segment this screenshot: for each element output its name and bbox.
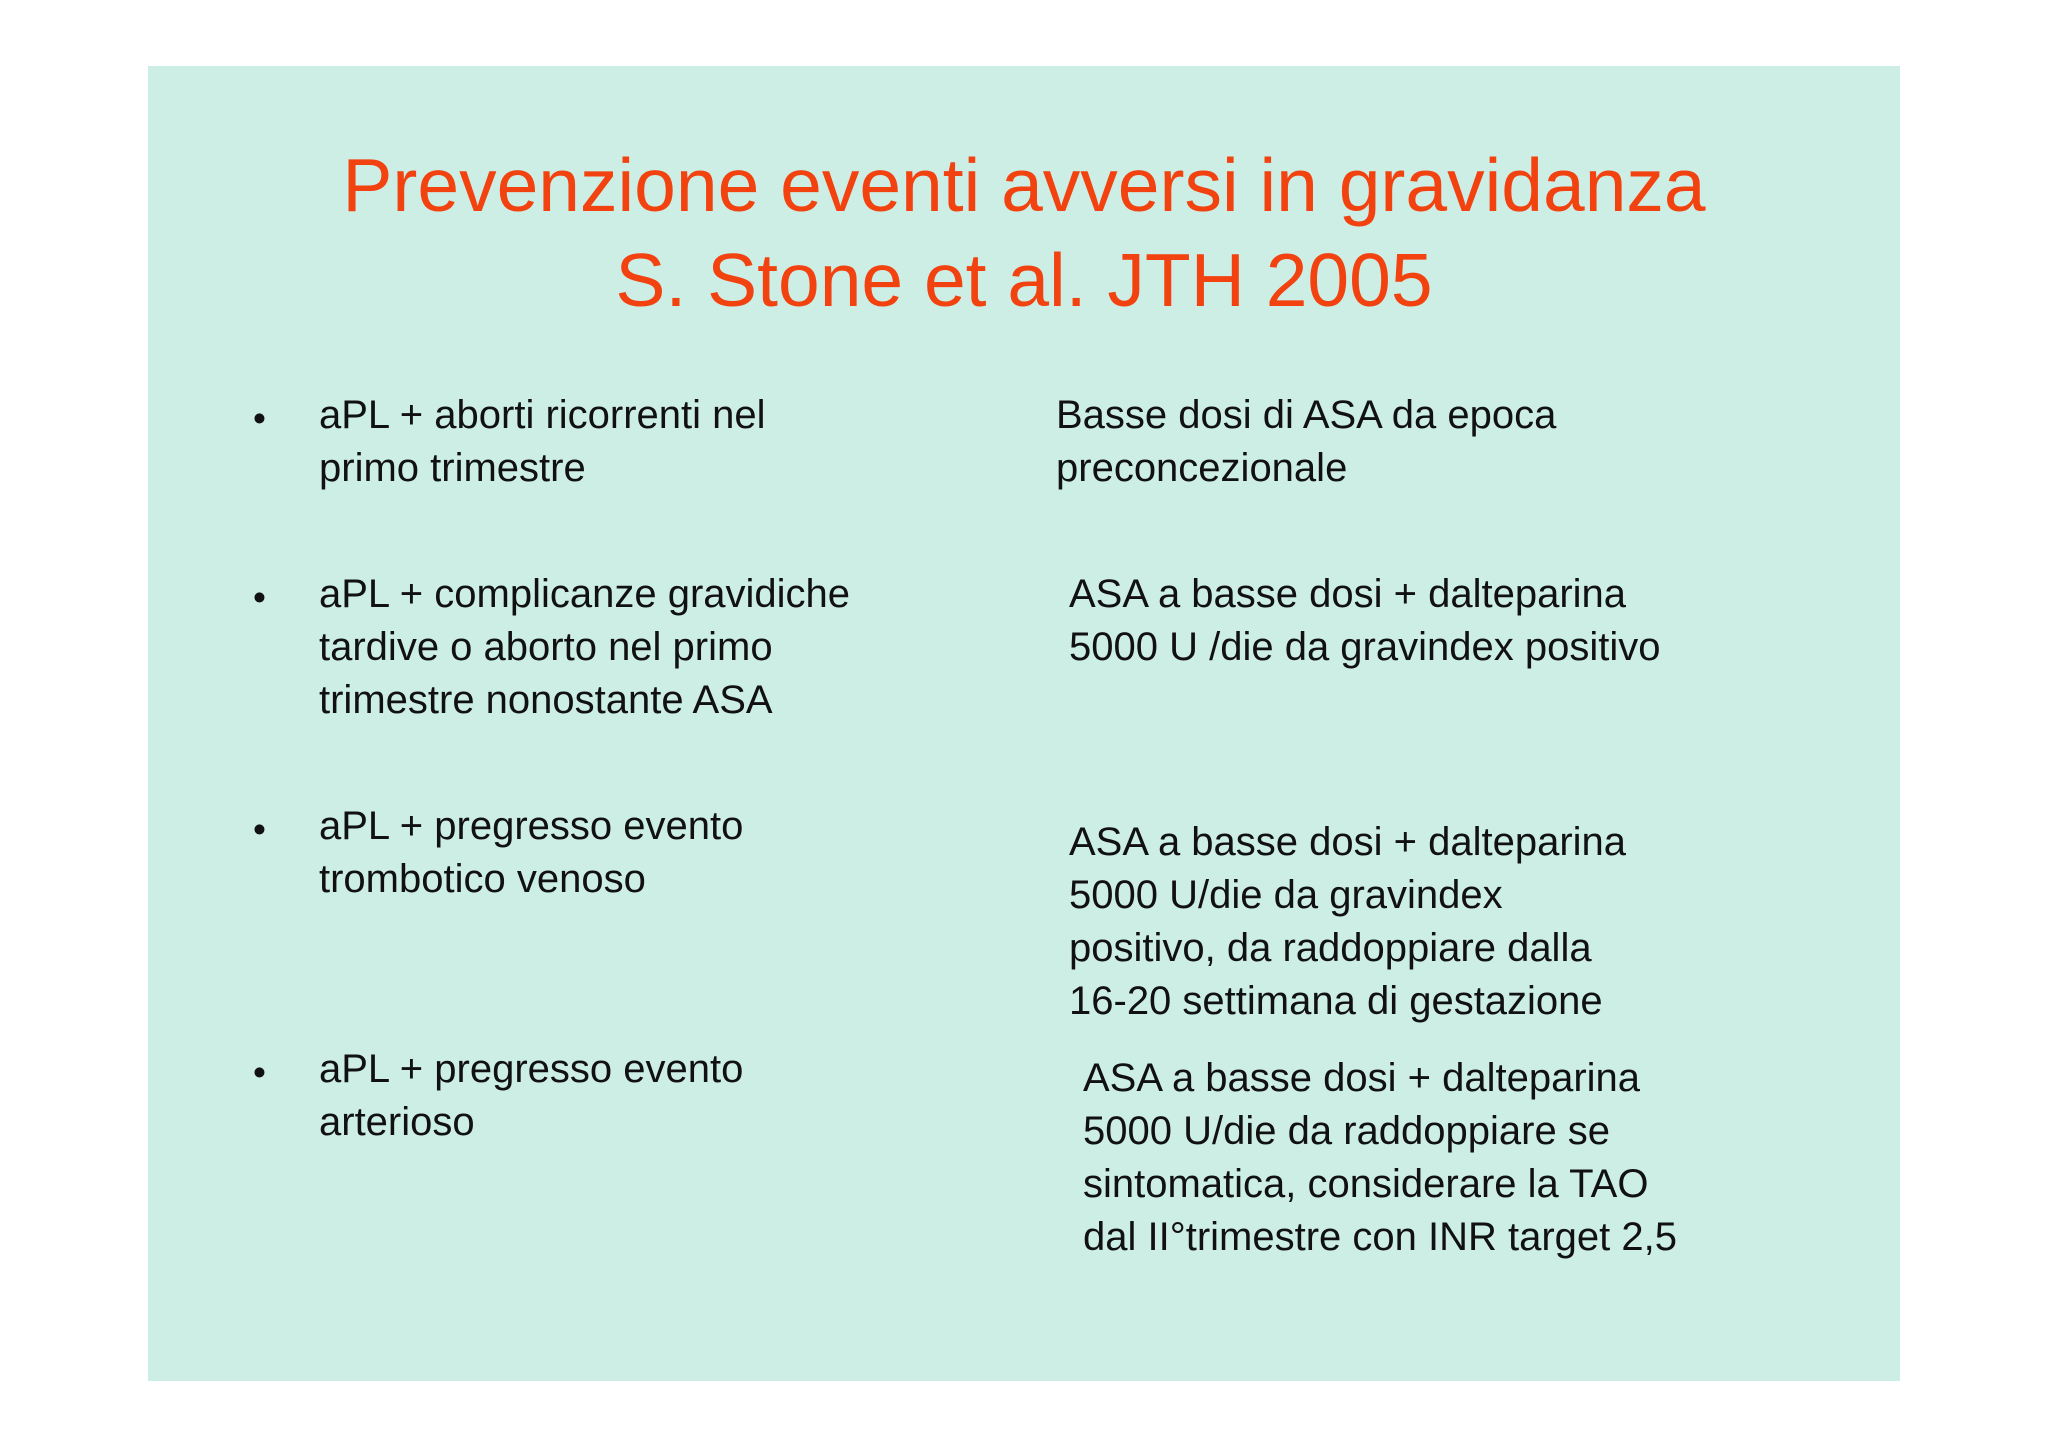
bullet-marker: • <box>253 809 266 850</box>
condition-text: aPL + complicanze gravidiche tardive o aborto nel primo trimestre nonostante ASA <box>319 572 851 722</box>
bullet-marker: • <box>253 577 266 618</box>
slide-subtitle-citation: S. Stone et al. JTH 2005 <box>615 238 1433 322</box>
condition-text: aPL + aborti ricorrenti nel primo trimestre <box>319 393 766 490</box>
condition-text: aPL + pregresso evento trombotico venoso <box>319 804 744 901</box>
treatment-text: ASA a basse dosi + dalteparina 5000 U/die da gravindex positivo, da raddoppiare dalla 16-20 settimana di gestazione <box>1069 820 1627 1023</box>
condition-text: aPL + pregresso evento arterioso <box>319 1047 744 1144</box>
treatment-text: ASA a basse dosi + dalteparina 5000 U/die da raddoppiare se sintomatica, considerare la TAO dal II°trimestre con INR target 2,5 <box>1083 1056 1678 1259</box>
bullet-marker: • <box>253 398 266 439</box>
treatment-text: ASA a basse dosi + dalteparina 5000 U /die da gravindex positivo <box>1069 572 1661 669</box>
bullet-marker: • <box>253 1052 266 1093</box>
slide-title: Prevenzione eventi avversi in gravidanza <box>342 143 1706 227</box>
treatment-text: Basse dosi di ASA da epoca preconcezionale <box>1056 393 1557 490</box>
